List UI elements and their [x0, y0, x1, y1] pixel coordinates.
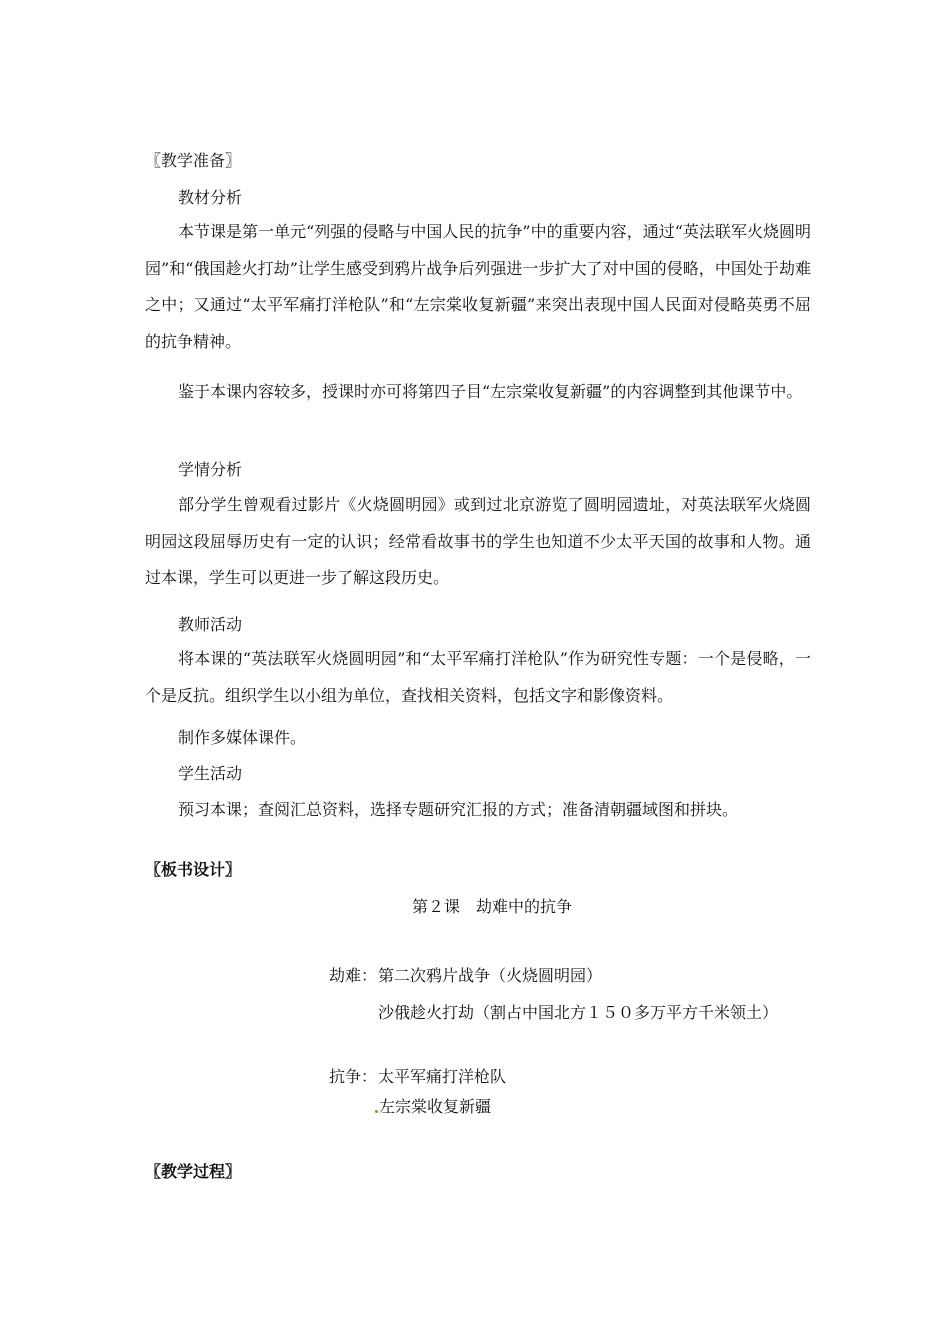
prep-heading: 〖教学准备〗	[145, 151, 242, 170]
teacher-paragraph-2: 制作多媒体课件。	[178, 728, 307, 747]
struggle-label: 抗争：	[329, 1067, 378, 1086]
calamity-item-1: 第二次鸦片战争（火烧圆明园）	[378, 966, 603, 985]
teacher-paragraph-1: 将本课的“英法联军火烧圆明园”和“太平军痛打洋枪队”作为研究性专题：一个是侵略，一个是反抗。组织学生以小组为单位，查找相关资料，包括文字和影像资料。	[145, 649, 811, 705]
calamity-item-2: 沙俄趁火打劫（割占中国北方１５０多万平方千米领土）	[378, 1003, 779, 1022]
process-heading: 〖教学过程〗	[145, 1162, 242, 1181]
materials-label: 教材分析	[178, 188, 243, 207]
students-paragraph: 部分学生曾观看过影片《火烧圆明园》或到过北京游览了圆明园遗址，对英法联军火烧圆明园这段屈辱历史有一定的认识；经常看故事书的学生也知道不少太平天国的故事和人物。通过本课，学生可以更进一步了解这段历史。	[145, 495, 811, 587]
struggle-item-1: 太平军痛打洋枪队	[378, 1067, 507, 1086]
board-heading: 〖板书设计〗	[145, 860, 242, 879]
stray-mark	[375, 1110, 378, 1113]
board-title: 第２课 劫难中的抗争	[412, 897, 573, 916]
struggle-item-2: 左宗棠收复新疆	[379, 1097, 492, 1116]
materials-paragraph-2: 鉴于本课内容较多，授课时亦可将第四子目“左宗棠收复新疆”的内容调整到其他课节中。	[178, 382, 803, 401]
student-activity-paragraph: 预习本课；查阅汇总资料，选择专题研究汇报的方式；准备清朝疆域图和拼块。	[178, 800, 739, 819]
calamity-label: 劫难：	[329, 966, 378, 985]
teacher-label: 教师活动	[178, 615, 243, 634]
students-label: 学情分析	[178, 460, 243, 479]
student-activity-label: 学生活动	[178, 764, 243, 783]
materials-paragraph-1: 本节课是第一单元“列强的侵略与中国人民的抗争”中的重要内容，通过“英法联军火烧圆明园”和“俄国趁火打劫”让学生感受到鸦片战争后列强进一步扩大了对中国的侵略，中国处于劫难之中；又通过“太平军痛打洋枪队”和“左宗棠收复新疆”来突出表现中国人民面对侵略英勇不屈的抗争精神。	[145, 222, 811, 351]
